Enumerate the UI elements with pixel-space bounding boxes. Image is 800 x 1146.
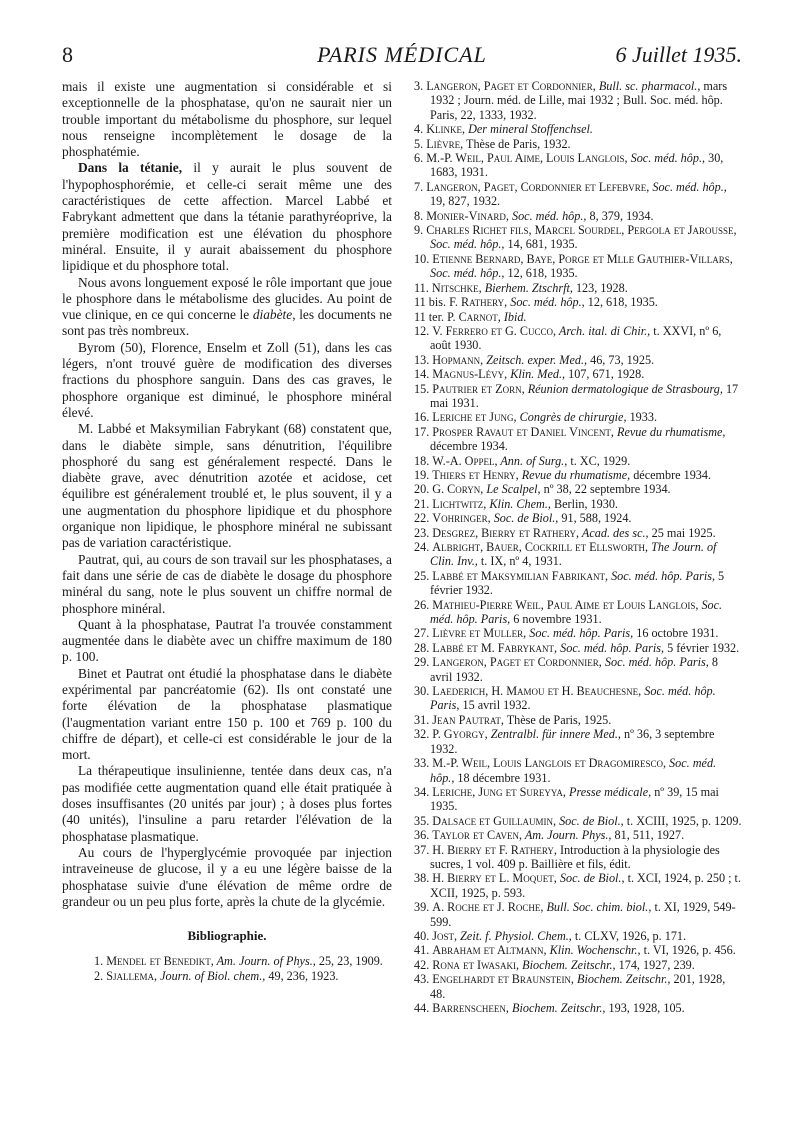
reference-details: 8, 379, 1934. bbox=[586, 208, 654, 223]
reference-number: 13. bbox=[414, 352, 433, 367]
reference-number: 15. bbox=[414, 381, 433, 396]
reference-journal: Am. Journ. of Phys., bbox=[213, 954, 316, 969]
reference-journal: Klin. Med., bbox=[507, 367, 566, 382]
reference-journal: Réunion dermatologique de Strasbourg, bbox=[524, 381, 723, 396]
reference-authors: F. Rathery, bbox=[449, 295, 508, 310]
reference-journal: Congrès de chirurgie, bbox=[516, 410, 627, 425]
reference-item bbox=[414, 598, 742, 627]
reference-authors: Magnus-Lévy, bbox=[432, 367, 508, 382]
reference-details: 12, 618, 1935. bbox=[584, 295, 658, 310]
reference-authors: Langeron, Paget, Cordonnier et Lefebvre, bbox=[426, 179, 650, 194]
reference-authors: Nitschke, bbox=[431, 280, 482, 295]
paragraph-text: Nous avons longuement exposé le rôle important que joue le phosphore dans le métabolisme des glucides. Au point de vue clinique, en ce qui concerne le bbox=[62, 274, 392, 323]
reference-journal: Bull. sc. pharmacol., bbox=[595, 79, 701, 93]
reference-number: 22. bbox=[414, 511, 433, 526]
reference-number: 18. bbox=[414, 453, 433, 468]
reference-journal: Journ. of Biol. chem., bbox=[157, 968, 266, 983]
reference-details: 17 mai 1931. bbox=[430, 381, 739, 410]
reference-details: 107, 671, 1928. bbox=[565, 367, 645, 382]
reference-item bbox=[414, 943, 742, 957]
reference-journal: Revue du rhumatisme, bbox=[518, 467, 631, 482]
reference-item bbox=[414, 569, 742, 598]
reference-authors: Barrenscheen, bbox=[432, 1001, 509, 1015]
reference-authors: Etienne Bernard, Baye, Porge et Mlle Gauthier-Villars, bbox=[432, 251, 733, 266]
reference-authors: Jean Pautrat, bbox=[432, 712, 504, 727]
reference-number: 10. bbox=[414, 251, 433, 266]
reference-number: 39. bbox=[414, 900, 433, 915]
reference-item bbox=[414, 281, 742, 295]
reference-number: 5. bbox=[414, 136, 427, 151]
reference-journal: Soc. méd. hôp., bbox=[649, 179, 727, 194]
reference-item bbox=[414, 972, 742, 1001]
reference-item bbox=[414, 871, 742, 900]
reference-number: 25. bbox=[414, 568, 433, 583]
reference-item bbox=[414, 151, 742, 180]
paragraph bbox=[62, 275, 392, 340]
reference-number: 12. bbox=[414, 323, 433, 338]
reference-number: 7. bbox=[414, 179, 427, 194]
reference-item bbox=[414, 814, 742, 828]
reference-authors: P. Gyorgy, bbox=[432, 727, 488, 742]
reference-number: 32. bbox=[414, 727, 433, 742]
reference-item bbox=[414, 295, 742, 309]
reference-item bbox=[62, 954, 392, 968]
reference-journal: Soc. méd. hôp. Paris, bbox=[526, 626, 634, 641]
reference-item bbox=[414, 511, 742, 525]
reference-details: Berlin, 1930. bbox=[550, 496, 618, 511]
reference-number: 1. bbox=[94, 954, 107, 969]
reference-details: t. XI, 1929, 549-599. bbox=[430, 900, 736, 929]
reference-details: 19, 827, 1932. bbox=[430, 194, 501, 209]
reference-authors: Mathieu-Pierre Weil, Paul Aime et Louis Langlois, bbox=[432, 597, 699, 612]
reference-number: 24. bbox=[414, 540, 433, 554]
reference-item bbox=[414, 828, 742, 842]
reference-number: 14. bbox=[414, 367, 433, 382]
paragraph: Quant à la phosphatase, Pautrat l'a trouvée constamment augmentée dans le diabète avec un chiffre maximum de 180 p. 100. bbox=[62, 616, 392, 665]
reference-details: 18 décembre 1931. bbox=[454, 770, 551, 785]
paragraph-lead: Dans la tétanie, bbox=[78, 160, 183, 176]
reference-authors: Vohringer, bbox=[432, 511, 491, 526]
paragraph: Binet et Pautrat ont étudié la phosphatase dans le diabète expérimental par pancréatomie (62). Ils ont constaté une forte élévation de la phosphatase plasmatique (l'augmentation variant entre 150 p. 100 et 769 p. 100 du chiffre de départ), et celle-ci est considérable le jour de la mort. bbox=[62, 665, 392, 763]
reference-item bbox=[414, 367, 742, 381]
reference-number: 42. bbox=[414, 957, 433, 972]
reference-journal: Ibid. bbox=[500, 309, 527, 324]
reference-number: 40. bbox=[414, 928, 433, 943]
reference-authors: H. Bierry et L. Moquet, bbox=[432, 871, 557, 886]
reference-number: 34. bbox=[414, 784, 433, 799]
reference-authors: Pautrier et Zorn, bbox=[432, 381, 525, 396]
reference-item bbox=[414, 641, 742, 655]
reference-authors: Klinke, bbox=[426, 122, 466, 137]
reference-authors: Albright, Bauer, Cockrill et Ellsworth, bbox=[432, 540, 649, 554]
reference-item bbox=[414, 540, 742, 569]
reference-journal: Soc. de Biol., bbox=[556, 871, 625, 886]
paragraph: Byrom (50), Florence, Enselm et Zoll (51), dans les cas légers, n'ont trouvé guère de modification des diverses fractions du phosphore sanguin. Dans des cas graves, le phosphore organique est diminué, le phosphore minéral élevé. bbox=[62, 339, 392, 420]
reference-authors: V. Ferrero et G. Cucco, bbox=[432, 323, 557, 338]
reference-authors: Taylor et Caven, bbox=[432, 828, 522, 843]
reference-item bbox=[414, 900, 742, 929]
reference-journal: Acad. des sc., bbox=[579, 525, 649, 540]
reference-details: 25, 23, 1909. bbox=[315, 954, 383, 969]
reference-journal: Zeitsch. exper. Med., bbox=[483, 352, 588, 367]
reference-item bbox=[414, 626, 742, 640]
reference-details: 91, 588, 1924. bbox=[558, 511, 632, 526]
reference-item bbox=[62, 969, 392, 983]
reference-authors: Thiers et Henry, bbox=[432, 467, 519, 482]
reference-journal: Zeit. f. Physiol. Chem., bbox=[457, 928, 572, 943]
paragraph: Au cours de l'hyperglycémie provoquée par injection intraveineuse de glucose, il y a eu une légère baisse de la phosphatase suivie d'une élévation de même ordre de grandeur ou un peu plus forte, après la chute de la glycémie. bbox=[62, 844, 392, 909]
reference-item bbox=[414, 180, 742, 209]
paragraph: mais il existe une augmentation si considérable et si exceptionnelle de la phosphatase, qu'on ne saurait nier un trouble important du métabolisme du phosphore, sur lequel nous renseigne incomplètement le dosage de la phosphatémie. bbox=[62, 79, 392, 160]
reference-journal: Soc. méd. hôp. Paris, bbox=[608, 568, 715, 583]
reference-number: 8. bbox=[414, 208, 427, 223]
page-number: 8 bbox=[62, 42, 73, 67]
reference-details: décembre 1934. bbox=[630, 467, 712, 482]
reference-details: t. XCIII, 1925, p. 1209. bbox=[623, 813, 742, 828]
reference-journal: Klin. Wochenschr., bbox=[546, 943, 641, 958]
reference-number: 26. bbox=[414, 597, 433, 612]
reference-number: 33. bbox=[414, 756, 433, 771]
reference-number: 28. bbox=[414, 640, 433, 655]
reference-journal: Presse médicale, bbox=[565, 784, 652, 799]
reference-journal: Biochem. Zeitschr., bbox=[508, 1001, 606, 1015]
reference-journal: Soc. méd. hôp., bbox=[430, 756, 717, 785]
reference-journal: Soc. méd. hôp. Paris, bbox=[601, 655, 709, 670]
paragraph: Pautrat, qui, au cours de son travail sur les phosphatases, a fait dans une série de cas de diabète le dosage du phosphore minéral du sang, note le plus souvent un chiffre normal de phosphore minéral. bbox=[62, 551, 392, 616]
reference-journal: Am. Journ. Phys., bbox=[522, 828, 612, 843]
reference-authors: G. Coryn, bbox=[432, 482, 484, 497]
issue-date: 6 Juillet 1935. bbox=[615, 42, 742, 67]
left-column bbox=[62, 79, 392, 983]
reference-number: 3. bbox=[414, 79, 427, 93]
reference-journal: The Journ. of Clin. Inv., bbox=[430, 540, 717, 569]
reference-number: 37. bbox=[414, 842, 433, 857]
reference-details: 15 avril 1932. bbox=[459, 698, 531, 713]
reference-item bbox=[414, 843, 742, 872]
paragraph-text: il y aurait le plus souvent de l'hypophosphorémie, et celle-ci serait même une des caractéristiques de cette affection. Marcel Labbé et Fabrykant admettent que dans la tétanie parathyréoprive, la première modification est une élévation du phosphore minéral. Ensuite, il y aurait abaissement du phosphore lipidique et du phosphore total. bbox=[62, 160, 392, 274]
paragraph-text: , les documents ne sont pas très nombreux. bbox=[62, 307, 392, 339]
reference-authors: Prosper Ravaut et Daniel Vincent, bbox=[432, 424, 614, 439]
journal-title: PARIS MÉDICAL bbox=[317, 42, 487, 67]
reference-number: 27. bbox=[414, 626, 433, 641]
reference-authors: Laederich, H. Mamou et H. Beauchesne, bbox=[432, 684, 642, 699]
reference-details: 16 octobre 1931. bbox=[633, 626, 719, 641]
page-header bbox=[62, 42, 742, 72]
reference-authors: Labbé et M. Fabrykant, bbox=[432, 640, 558, 655]
reference-details: 5 février 1932. bbox=[664, 640, 740, 655]
reference-item bbox=[414, 425, 742, 454]
paragraph: M. Labbé et Maksymilian Fabrykant (68) constatent que, dans le diabète simple, sans dénutrition, l'équilibre phosphoré du sang est généralement respecté. Dans le diabète grave, avec dénutrition azotée et acidose, cet équilibre est généralement troublé et, le plus souvent, il y a une augmentation du phosphore lipidique et du phosphore organique non lipidique, le phosphore minéral ne subissant pas de variation caractéristique. bbox=[62, 421, 392, 551]
reference-authors: Rona et Iwasaki, bbox=[432, 957, 520, 972]
reference-details: t. IX, nº 4, 1931. bbox=[477, 554, 562, 569]
reference-journal: Ann. of Surg., bbox=[497, 453, 568, 468]
reference-authors: Dalsace et Guillaumin, bbox=[432, 813, 557, 828]
bibliography-heading: Bibliographie. bbox=[187, 928, 267, 944]
reference-authors: Sjallema, bbox=[106, 968, 158, 983]
paragraph bbox=[62, 160, 392, 274]
reference-details: t. XCI, 1924, p. 250 ; t. XCII, 1925, p. 593. bbox=[430, 871, 741, 900]
right-column bbox=[414, 79, 742, 1015]
reference-list-left bbox=[62, 954, 392, 983]
reference-details: 30, 1683, 1931. bbox=[430, 151, 724, 180]
reference-details: 81, 511, 1927. bbox=[611, 828, 685, 843]
reference-item bbox=[414, 727, 742, 756]
reference-number: 35. bbox=[414, 813, 433, 828]
reference-number: 29. bbox=[414, 655, 433, 670]
reference-journal: Bull. Soc. chim. biol., bbox=[543, 900, 652, 915]
reference-authors: Hopmann, bbox=[432, 352, 484, 367]
reference-item bbox=[414, 526, 742, 540]
reference-details: Introduction à la physiologie des sucres, 1 vol. 409 p. Baillière et fils, édit. bbox=[430, 842, 720, 871]
reference-number: 6. bbox=[414, 151, 427, 166]
reference-item bbox=[414, 756, 742, 785]
reference-journal: Soc. de Biol., bbox=[490, 511, 559, 526]
reference-journal: Arch. ital. di Chir., bbox=[556, 323, 651, 338]
reference-number: 9. bbox=[414, 223, 427, 238]
reference-authors: W.-A. Oppel, bbox=[432, 453, 498, 468]
reference-item bbox=[414, 410, 742, 424]
reference-authors: P. Carnot, bbox=[447, 309, 501, 324]
reference-authors: M.-P. Weil, Louis Langlois et Dragomiresco, bbox=[432, 756, 666, 771]
reference-journal: Soc. méd. hôp., bbox=[430, 266, 505, 281]
reference-journal: Soc. de Biol., bbox=[556, 813, 624, 828]
reference-details: 174, 1927, 239. bbox=[615, 957, 695, 972]
reference-item bbox=[414, 468, 742, 482]
reference-number: 2. bbox=[94, 968, 107, 983]
reference-details: 14, 681, 1935. bbox=[504, 237, 578, 252]
reference-details: 46, 73, 1925. bbox=[587, 352, 655, 367]
reference-number: 21. bbox=[414, 496, 433, 511]
reference-authors: Lichtwitz, bbox=[432, 496, 487, 511]
reference-details: t. XXVI, nº 6, août 1930. bbox=[430, 323, 722, 353]
reference-details: 123, 1928. bbox=[572, 280, 628, 295]
reference-details: 5 février 1932. bbox=[430, 568, 725, 598]
reference-details: 8 avril 1932. bbox=[430, 655, 718, 684]
reference-authors: H. Bierry et F. Rathery, bbox=[432, 842, 557, 857]
reference-details: 6 novembre 1931. bbox=[510, 612, 602, 627]
reference-item bbox=[414, 713, 742, 727]
reference-item bbox=[414, 209, 742, 223]
reference-authors: A. Roche et J. Roche, bbox=[432, 900, 544, 915]
reference-journal: Zentralbl. für innere Med., bbox=[487, 727, 621, 742]
reference-journal: Revue du rhumatisme, bbox=[613, 424, 726, 439]
reference-authors: Langeron, Paget et Cordonnier, bbox=[426, 79, 596, 93]
reference-authors: Lièvre et Muller, bbox=[432, 626, 527, 641]
reference-authors: Lièvre, bbox=[426, 136, 464, 151]
reference-item bbox=[414, 223, 742, 252]
reference-number: 11 bis. bbox=[414, 295, 450, 310]
reference-journal: Biochem. Zeitschr., bbox=[519, 957, 616, 972]
reference-authors: Leriche et Jung, bbox=[432, 410, 517, 425]
reference-item bbox=[414, 79, 742, 122]
reference-number: 11 ter. bbox=[414, 309, 448, 324]
reference-number: 11. bbox=[414, 280, 432, 295]
reference-authors: Abraham et Altmann, bbox=[432, 943, 547, 958]
reference-details: nº 38, 22 septembre 1934. bbox=[540, 482, 671, 497]
reference-details: mars 1932 ; Journ. méd. de Lille, mai 1932 ; Bull. Soc. méd. hôp. Paris, 22, 1333, 1932. bbox=[430, 79, 728, 122]
reference-number: 30. bbox=[414, 684, 433, 699]
reference-item bbox=[414, 382, 742, 411]
reference-journal: Soc. méd. hôp., bbox=[627, 151, 706, 166]
reference-authors: M.-P. Weil, Paul Aime, Louis Langlois, bbox=[426, 151, 628, 166]
reference-details: t. CLXV, 1926, p. 171. bbox=[571, 928, 687, 943]
reference-details: décembre 1934. bbox=[430, 439, 508, 454]
reference-item bbox=[414, 454, 742, 468]
reference-item bbox=[414, 785, 742, 814]
reference-item bbox=[414, 353, 742, 367]
reference-details: Thèse de Paris, 1932. bbox=[463, 136, 571, 151]
reference-authors: Langeron, Paget et Cordonnier, bbox=[432, 655, 602, 670]
reference-authors: Engelhardt et Braunstein, bbox=[432, 972, 574, 987]
reference-number: 20. bbox=[414, 482, 433, 497]
reference-item bbox=[414, 655, 742, 684]
reference-authors: Labbé et Maksymilian Fabrikant, bbox=[432, 568, 609, 583]
reference-details: nº 39, 15 mai 1935. bbox=[430, 784, 719, 814]
reference-authors: Charles Richet fils, Marcel Sourdel, Pergola et Jarousse, bbox=[426, 223, 737, 238]
reference-item bbox=[414, 252, 742, 281]
reference-journal: Soc. méd. hôp., bbox=[507, 295, 585, 310]
reference-journal: Soc. méd. hôp., bbox=[508, 208, 587, 223]
reference-journal: Klin. Chem., bbox=[486, 496, 551, 511]
reference-journal: Soc. méd. hôp. Paris, bbox=[430, 684, 716, 713]
reference-details: Thèse de Paris, 1925. bbox=[503, 712, 612, 727]
reference-number: 4. bbox=[414, 122, 427, 137]
reference-item bbox=[414, 122, 742, 136]
reference-item bbox=[414, 137, 742, 151]
reference-number: 31. bbox=[414, 712, 433, 727]
reference-number: 38. bbox=[414, 871, 433, 886]
reference-authors: Desgrez, Bierry et Rathery, bbox=[432, 525, 580, 540]
reference-number: 43. bbox=[414, 972, 433, 987]
reference-journal: Soc. méd. hôp. Paris, bbox=[430, 597, 723, 627]
reference-authors: Leriche, Jung et Sureyya, bbox=[432, 784, 566, 799]
reference-authors: Jost, bbox=[432, 928, 458, 943]
reference-number: 41. bbox=[414, 943, 433, 958]
reference-number: 19. bbox=[414, 467, 433, 482]
reference-journal: Soc. méd. hôp. Paris, bbox=[557, 640, 665, 655]
reference-number: 16. bbox=[414, 410, 433, 425]
reference-item bbox=[414, 324, 742, 353]
reference-number: 17. bbox=[414, 424, 433, 439]
reference-authors: Mendel et Benedikt, bbox=[106, 954, 214, 969]
reference-item bbox=[414, 1001, 742, 1015]
reference-details: t. VI, 1926, p. 456. bbox=[640, 943, 736, 958]
reference-item bbox=[414, 310, 742, 324]
reference-number: 36. bbox=[414, 828, 433, 843]
reference-item bbox=[414, 684, 742, 713]
reference-journal: Soc. méd. hôp., bbox=[430, 237, 505, 252]
reference-item bbox=[414, 497, 742, 511]
reference-details: 25 mai 1925. bbox=[648, 525, 716, 540]
reference-item bbox=[414, 482, 742, 496]
reference-details: 193, 1928, 105. bbox=[605, 1001, 685, 1015]
reference-authors: Monier-Vinard, bbox=[426, 208, 509, 223]
reference-details: t. XC, 1929. bbox=[567, 453, 631, 468]
reference-number: 23. bbox=[414, 525, 433, 540]
reference-number: 44. bbox=[414, 1001, 433, 1015]
reference-journal: Bierhem. Ztschrft, bbox=[481, 280, 573, 295]
reference-journal: Biochem. Zeitschr., bbox=[573, 972, 671, 987]
paragraph: La thérapeutique insulinienne, tentée dans deux cas, n'a pas modifiée cette augmentation quand elle était pratiquée à doses insuffisantes (20 unités par jour) ; à doses plus fortes (40 unités), l'insuline a paru retarder l'élévation de la phosphatase plasmatique. bbox=[62, 763, 392, 844]
reference-details: 12, 618, 1935. bbox=[504, 266, 578, 281]
reference-details: 201, 1928, 48. bbox=[430, 972, 726, 1001]
reference-journal: Der mineral Stoffenchsel. bbox=[465, 122, 593, 137]
reference-details: 49, 236, 1923. bbox=[265, 968, 339, 983]
reference-details: nº 36, 3 septembre 1932. bbox=[430, 727, 715, 756]
reference-list-right bbox=[414, 79, 742, 1015]
reference-item bbox=[414, 929, 742, 943]
reference-journal: Le Scalpel, bbox=[483, 482, 541, 497]
reference-details: 1933. bbox=[626, 410, 657, 425]
emphasis: diabète bbox=[252, 307, 293, 323]
reference-item bbox=[414, 958, 742, 972]
